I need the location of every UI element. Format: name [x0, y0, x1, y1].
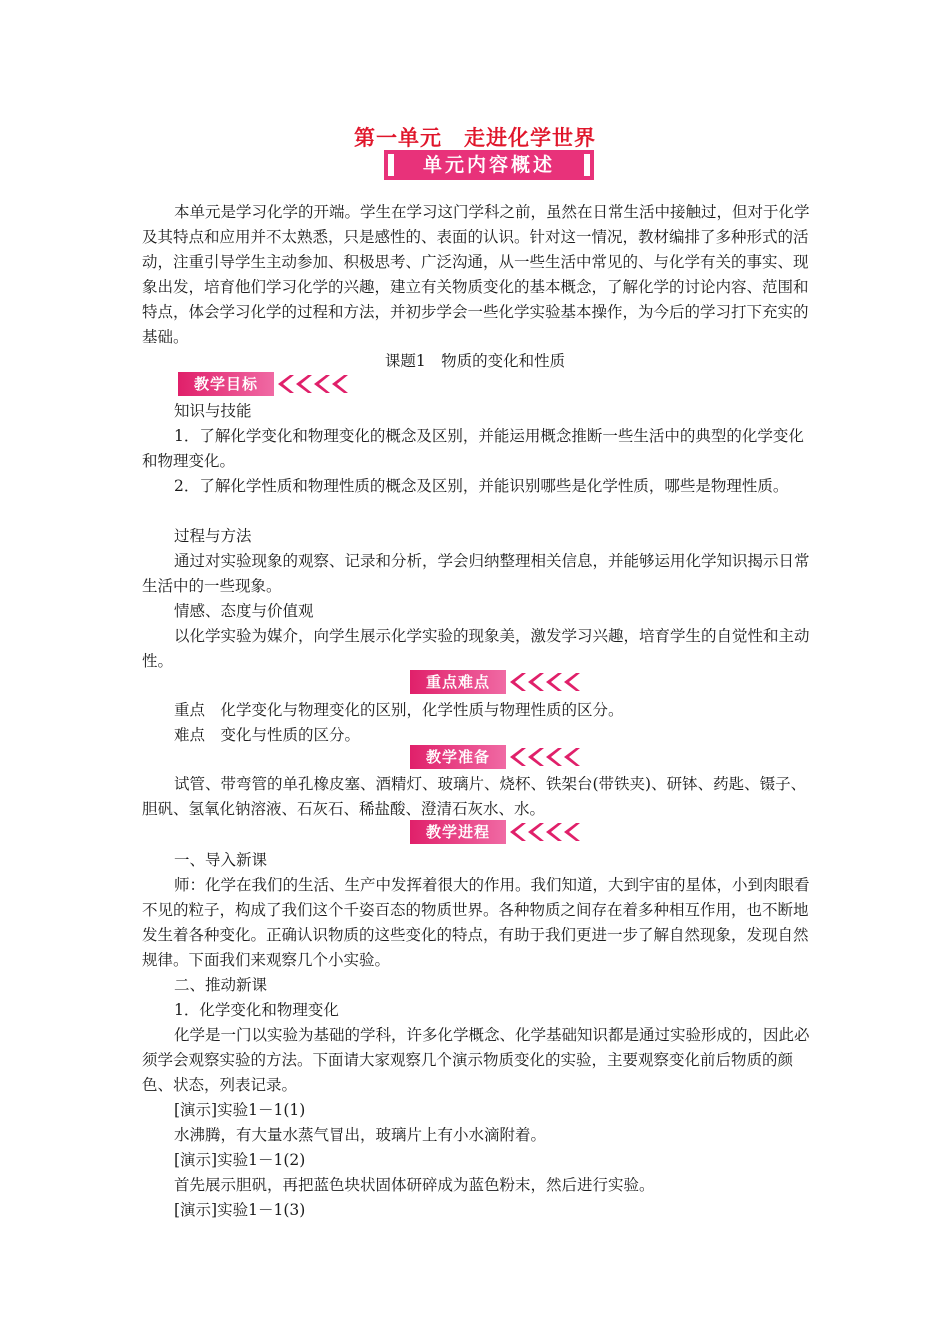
knowledge-item-2: 2．了解化学性质和物理性质的概念及区别，并能识别哪些是化学性质，哪些是物理性质。: [174, 477, 789, 495]
step-new-lesson-heading: 二、推动新课: [174, 976, 268, 994]
tag-box: [410, 820, 506, 844]
emotion-text: 以化学实验为媒介，向学生展示化学实验的现象美，激发学习兴趣，培育学生的自觉性和主动性。: [142, 627, 810, 670]
demo-1-text: 水沸腾，有大量水蒸气冒出，玻璃片上有小水滴附着。: [174, 1126, 547, 1144]
process-heading: 过程与方法: [174, 527, 252, 545]
chevrons-left-icon: [276, 372, 356, 396]
demo-1-heading: [演示]实验1－1(1): [174, 1101, 306, 1119]
unit-title: 第一单元 走进化学世界: [354, 126, 596, 150]
chevrons-left-icon: [508, 745, 588, 769]
knowledge-heading: 知识与技能: [174, 402, 252, 420]
demo-3-heading: [演示]实验1－1(3): [174, 1201, 306, 1219]
process-text: 通过对实验现象的观察、记录和分析，学会归纳整理相关信息，并能够运用化学知识揭示日常生活中的一些现象。: [142, 552, 810, 595]
teacher-paragraph: 师：化学在我们的生活、生产中发挥着很大的作用。我们知道，大到宇宙的星体，小到肉眼看不见的粒子，构成了我们这个千姿百态的物质世界。各种物质之间存在着多种相互作用，也不断地发生着各种变化。正确认识物质的这些变化的特点，有助于我们更进一步了解自然现象，发现自然规律。下面我们来观察几个小实验。: [142, 876, 810, 969]
banner-label: 单元内容概述: [422, 154, 555, 176]
tag-label: 教学准备: [425, 748, 490, 766]
tag-label: 重点难点: [425, 673, 490, 691]
prep-materials: 试管、带弯管的单孔橡皮塞、酒精灯、玻璃片、烧杯、铁架台(带铁夹)、研钵、药匙、镊子、胆矾、氢氧化钠溶液、石灰石、稀盐酸、澄清石灰水、水。: [142, 775, 807, 818]
unit-summary-banner: [384, 150, 594, 180]
tag-box: [410, 745, 506, 769]
subsection-heading: 1．化学变化和物理变化: [174, 1001, 339, 1019]
intro-paragraph: 本单元是学习化学的开端。学生在学习这门学科之前，虽然在日常生活中接触过，但对于化学及其特点和应用并不太熟悉，只是感性的、表面的认识。针对这一情况，教材编排了多种形式的活动，注重引导学生主动参加、积极思考、广泛沟通，从一些生活中常见的、与化学有关的事实、现象出发，培育他们学习化学的兴趣，建立有关物质变化的基本概念，了解化学的讨论内容、范围和特点，体会学习化学的过程和方法，并初步学会一些化学实验基本操作，为今后的学习打下充实的基础。: [142, 203, 810, 346]
knowledge-item-1: 1．了解化学变化和物理变化的概念及区别，并能运用概念推断一些生活中的典型的化学变化和物理变化。: [142, 427, 804, 470]
banner-stripe-right: [584, 154, 590, 176]
key-point: 重点 化学变化与物理变化的区别，化学性质与物理性质的区分。: [174, 701, 624, 719]
lesson-title: 课题1 物质的变化和性质: [384, 352, 566, 370]
tag-box: [178, 372, 274, 396]
banner-stripe-left: [388, 154, 394, 176]
tag-label: 教学进程: [425, 823, 490, 841]
difficult-point: 难点 变化与性质的区分。: [174, 726, 361, 744]
emotion-heading: 情感、态度与价值观: [174, 602, 314, 620]
demo-2-heading: [演示]实验1－1(2): [174, 1151, 306, 1169]
demo-2-text: 首先展示胆矾，再把蓝色块状固体研碎成为蓝色粉末，然后进行实验。: [174, 1176, 655, 1194]
tag-label: 教学目标: [193, 375, 258, 393]
step-intro-heading: 一、导入新课: [174, 851, 268, 869]
tag-box: [410, 670, 506, 694]
chevrons-left-icon: [508, 670, 588, 694]
chevrons-left-icon: [508, 820, 588, 844]
subsection-paragraph: 化学是一门以实验为基础的学科，许多化学概念、化学基础知识都是通过实验形成的，因此必须学会观察实验的方法。下面请大家观察几个演示物质变化的实验，主要观察变化前后物质的颜色、状态，列表记录。: [142, 1026, 810, 1094]
